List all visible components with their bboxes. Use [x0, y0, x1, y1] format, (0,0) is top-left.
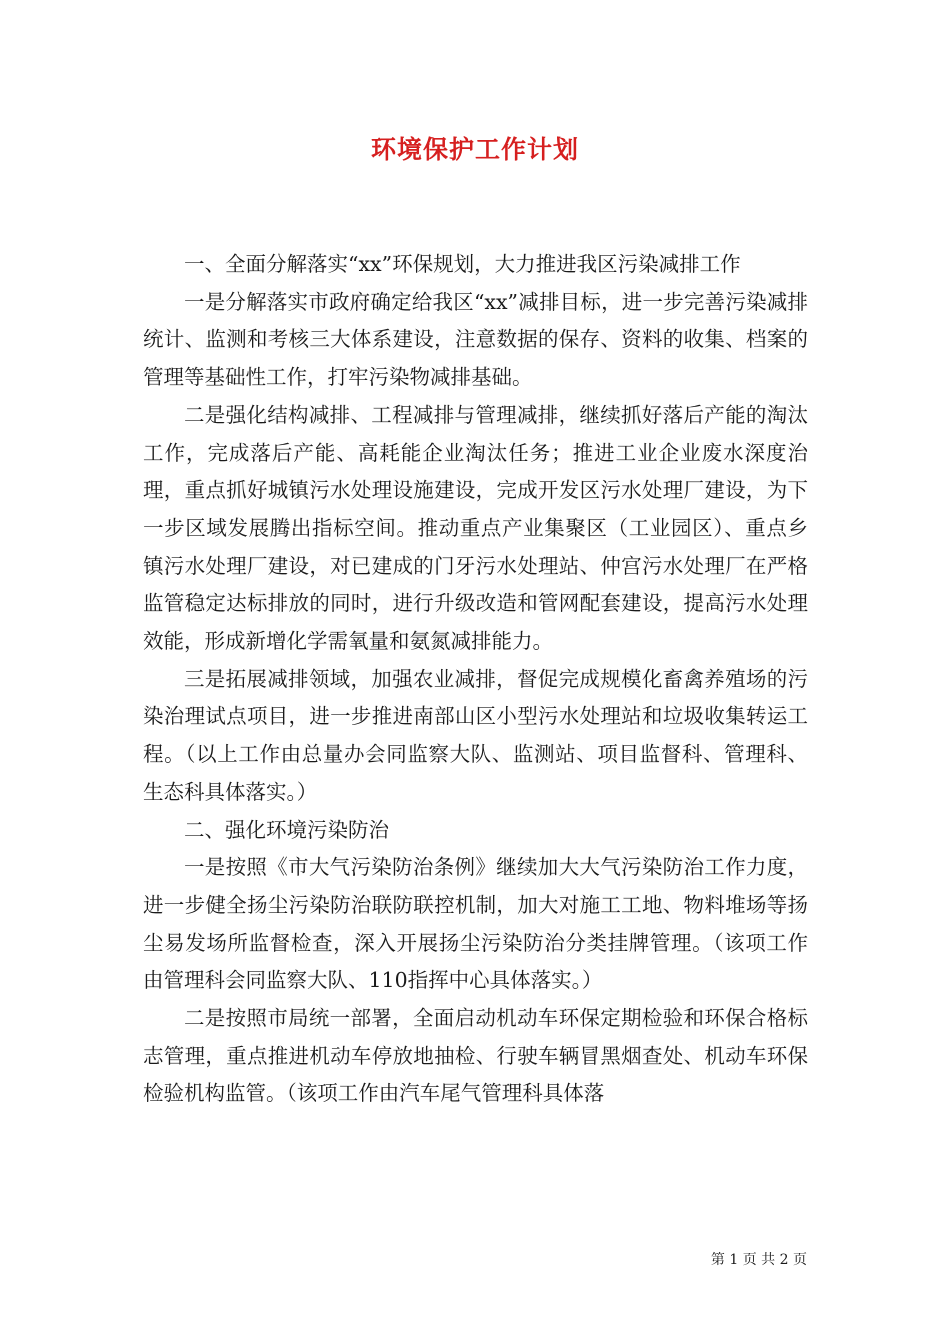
- paragraph-section-2-item-1: 一是按照《市大气污染防治条例》继续加大大气污染防治工作力度，进一步健全扬尘污染防治联防联控机制，加大对施工工地、物料堆场等扬尘易发场所监督检查，深入开展扬尘污染防治分类挂牌管理。（该项工作由管理科会同监察大队、110指挥中心具体落实。）: [143, 855, 808, 993]
- paragraph-section-1-item-2: 二是强化结构减排、工程减排与管理减排，继续抓好落后产能的淘汰工作，完成落后产能、高耗能企业淘汰任务；推进工业企业废水深度治理，重点抓好城镇污水处理设施建设，完成开发区污水处理厂建设，为下一步区域发展腾出指标空间。推动重点产业集聚区（工业园区）、重点乡镇污水处理厂建设，对已建成的门牙污水处理站、仲宫污水处理厂在严格监管稳定达标排放的同时，进行升级改造和管网配套建设，提高污水处理效能，形成新增化学需氧量和氨氮减排能力。: [143, 402, 808, 654]
- page-title: 环境保护工作计划: [370, 135, 579, 164]
- paragraph-section-1-item-1: 一是分解落实市政府确定给我区“xx”减排目标，进一步完善污染减排统计、监测和考核三大体系建设，注意数据的保存、资料的收集、档案的管理等基础性工作，打牢污染物减排基础。: [143, 289, 808, 390]
- page-number: 第 1 页 共 2 页: [710, 1252, 807, 1268]
- paragraph-section-2-heading: 二、强化环境污染防治: [184, 817, 389, 842]
- paragraph-section-2-item-2: 二是按照市局统一部署，全面启动机动车环保定期检验和环保合格标志管理，重点推进机动车停放地抽检、行驶车辆冒黑烟查处、机动车环保检验机构监管。（该项工作由汽车尾气管理科具体落: [143, 1006, 808, 1106]
- paragraph-section-1-item-3: 三是拓展减排领域，加强农业减排，督促完成规模化畜禽养殖场的污染治理试点项目，进一步推进南部山区小型污水处理站和垃圾收集转运工程。（以上工作由总量办会同监察大队、监测站、项目监督科、管理科、生态科具体落实。）: [143, 666, 808, 804]
- paragraph-section-1-heading: 一、全面分解落实“xx”环保规划，大力推进我区污染减排工作: [184, 252, 741, 276]
- document-body: [143, 246, 808, 1113]
